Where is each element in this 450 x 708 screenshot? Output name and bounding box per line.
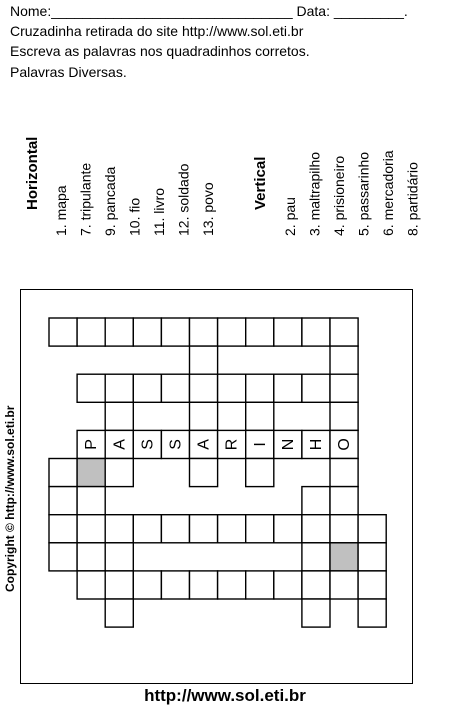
grid-cell[interactable] (218, 571, 246, 599)
grid-letter: H (307, 438, 325, 451)
grid-cell[interactable] (77, 515, 105, 543)
clue-item: 12. soldado (175, 163, 192, 236)
source-line: Cruzadinha retirada do site http://www.sol.eti.br (10, 23, 304, 39)
grid-cell[interactable] (302, 543, 330, 571)
grid-letter: O (336, 438, 354, 451)
grid-letter: R (223, 438, 241, 451)
grid-cell[interactable] (105, 599, 133, 627)
grid-cell[interactable] (77, 459, 105, 487)
grid-cell[interactable] (218, 374, 246, 402)
grid-cell[interactable] (330, 571, 358, 599)
grid-cell[interactable] (190, 374, 218, 402)
grid-cell[interactable] (49, 459, 77, 487)
clue-item: 3. maltrapilho (306, 151, 323, 236)
clue-item: 2. pau (282, 197, 298, 236)
grid-cell[interactable] (105, 318, 133, 346)
grid-letter: S (167, 439, 185, 450)
grid-cell[interactable] (133, 571, 161, 599)
grid-letter: P (83, 439, 101, 450)
grid-cell[interactable] (246, 402, 274, 430)
grid-cell[interactable] (246, 515, 274, 543)
grid-letter: I (251, 442, 269, 447)
grid-cell[interactable] (105, 402, 133, 430)
grid-cell[interactable] (49, 515, 77, 543)
grid-cell[interactable] (49, 318, 77, 346)
grid-cell[interactable] (105, 459, 133, 487)
horizontal-title: Horizontal (24, 136, 41, 210)
clue-item: 9. pancada (102, 166, 118, 236)
grid-cell[interactable] (302, 599, 330, 627)
grid-cell[interactable] (358, 599, 386, 627)
grid-cell[interactable] (105, 515, 133, 543)
grid-cell[interactable] (302, 318, 330, 346)
grid-cell[interactable] (161, 571, 189, 599)
clue-item: 10. fio (126, 197, 143, 236)
grid-cell[interactable] (190, 318, 218, 346)
grid-cell[interactable] (330, 487, 358, 515)
grid-cell[interactable] (49, 543, 77, 571)
grid-cell[interactable] (302, 515, 330, 543)
theme-line: Palavras Diversas. (10, 64, 127, 80)
clue-item: 11. livro (151, 188, 167, 236)
grid-cell[interactable] (274, 318, 302, 346)
grid-cell[interactable] (246, 459, 274, 487)
grid-cell[interactable] (133, 515, 161, 543)
grid-cell[interactable] (246, 571, 274, 599)
grid-cell[interactable] (161, 374, 189, 402)
grid-cell[interactable] (274, 515, 302, 543)
grid-cell[interactable] (190, 571, 218, 599)
grid-cell[interactable] (330, 346, 358, 374)
grid-cell[interactable] (133, 374, 161, 402)
grid-cell[interactable] (77, 487, 105, 515)
grid-cell[interactable] (302, 571, 330, 599)
grid-cell[interactable] (358, 543, 386, 571)
instruction-line: Escreva as palavras nos quadradinhos corretos. (10, 43, 310, 59)
grid-cell[interactable] (77, 318, 105, 346)
grid-cell[interactable] (218, 515, 246, 543)
grid-cell[interactable] (330, 459, 358, 487)
grid-cell[interactable] (302, 374, 330, 402)
grid-cell[interactable] (358, 515, 386, 543)
clue-item: 13. povo (200, 182, 216, 236)
grid-letter: S (139, 439, 157, 450)
grid-cell[interactable] (330, 318, 358, 346)
grid-cell[interactable] (161, 515, 189, 543)
clue-item: 6. mercadoria (380, 150, 396, 236)
grid-cell[interactable] (330, 374, 358, 402)
clue-item: 5. passarinho (355, 151, 372, 236)
copyright-text: Copyright © http://www.sol.eti.br (3, 405, 17, 592)
grid-cell[interactable] (190, 515, 218, 543)
grid-cell[interactable] (274, 374, 302, 402)
grid-cell[interactable] (330, 402, 358, 430)
vertical-title: Vertical (252, 156, 269, 210)
grid-cell[interactable] (358, 571, 386, 599)
grid-cell[interactable] (218, 318, 246, 346)
grid-letter: N (279, 438, 297, 451)
footer-url: http://www.sol.eti.br (144, 686, 306, 705)
grid-cell[interactable] (77, 374, 105, 402)
grid-cell[interactable] (105, 374, 133, 402)
grid-cell[interactable] (133, 318, 161, 346)
grid-cell[interactable] (49, 487, 77, 515)
grid-letter: A (111, 439, 129, 450)
grid-cell[interactable] (161, 318, 189, 346)
clue-item: 1. mapa (53, 185, 69, 236)
grid-cell[interactable] (330, 515, 358, 543)
clue-item: 8. partidário (404, 162, 421, 236)
grid-letter: A (195, 439, 213, 450)
grid-cell[interactable] (190, 459, 218, 487)
grid-cell[interactable] (274, 571, 302, 599)
grid-cell[interactable] (302, 487, 330, 515)
grid-cell[interactable] (77, 543, 105, 571)
name-date-line: Nome:_______________________________ Data: _________. (10, 3, 408, 19)
grid-cell[interactable] (77, 571, 105, 599)
grid-cell[interactable] (246, 318, 274, 346)
grid-cell[interactable] (190, 346, 218, 374)
grid-cell[interactable] (330, 543, 358, 571)
grid-cell[interactable] (105, 571, 133, 599)
grid-cell[interactable] (190, 402, 218, 430)
grid-cell[interactable] (246, 374, 274, 402)
clue-item: 7. tripulante (77, 162, 94, 236)
clue-item: 4. prisioneiro (331, 155, 347, 236)
grid-cell[interactable] (105, 543, 133, 571)
